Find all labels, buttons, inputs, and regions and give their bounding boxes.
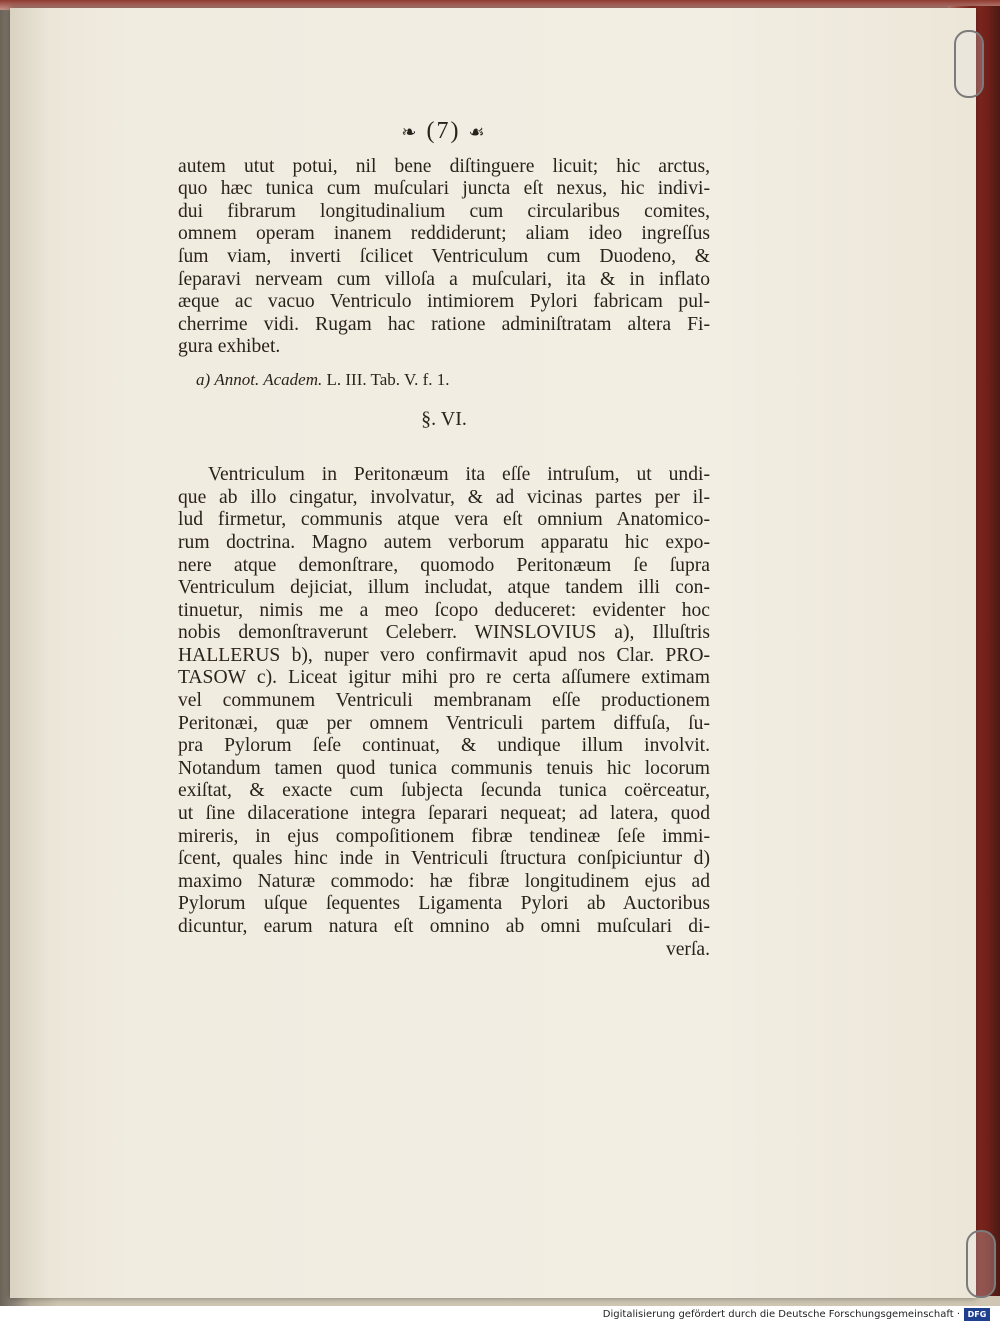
text-line: exiſtat, & exacte cum ſubjecta ſecunda tunica coërceatur, [178,780,710,802]
text-line: rum doctrina. Magno autem verborum apparatu hic expo- [178,531,710,553]
text-line: tinuetur, nimis me a meo ſcopo deduceret: evidenter hoc [178,599,710,621]
footnote-source: Annot. Academ. [214,369,323,389]
footnote-reference: L. III. Tab. V. f. 1. [326,369,450,389]
text-line: Pylorum uſque ſequentes Ligamenta Pylori ab Auctoribus [178,893,710,915]
text-line: Peritonæi, quæ per omnem Ventriculi partem diffuſa, ſu- [178,712,710,734]
text-line: Notandum tamen quod tunica communis tenuis hic locorum [178,757,710,779]
text-line: HALLERUS b), nuper vero confirmavit apud nos Clar. PRO- [178,644,710,666]
page-number: (7) [426,118,461,144]
footnote-mark: a) [196,369,211,389]
text-line: nere atque demonſtrare, quomodo Peritonæum ſe ſupra [178,554,710,576]
funding-notice: Digitalisierung gefördert durch die Deutsche Forschungsgemeinschaft · [602,1309,960,1320]
section-title: §. VI. [421,407,467,430]
text-line: autem utut potui, nil bene diſtinguere licuit; hic arctus, [178,155,710,177]
text-line: nobis demonſtraverunt Celeberr. WINSLOVIUS a), Illuſtris [178,622,710,644]
dfg-logo: DFG [964,1308,990,1321]
paragraph-1 [178,156,710,359]
text-line: ſum viam, inverti ſcilicet Ventriculum cum Duodeno, & [178,245,710,267]
text-line: lud firmetur, communis atque vera eſt omnium Anatomico- [178,509,710,531]
text-line: Ventriculum dejiciat, illum includat, atque tandem illi con- [178,577,710,599]
text-line: quo hæc tunica cum muſculari juncta eſt nexus, hic indivi- [178,178,710,200]
footer-bar [0,1306,1000,1324]
paragraph-2 [178,464,710,961]
text-line: Ventriculum in Peritonæum ita eſſe intruſum, ut undi- [208,464,710,486]
ornament-left-icon: ❧ [401,122,419,142]
text-line: vel communem Ventriculi membranam eſſe productionem [178,690,710,712]
clasp-bottom [966,1230,996,1298]
text-line: dicuntur, earum natura eſt omnino ab omni muſculari di- [178,916,710,937]
text-line: æque ac vacuo Ventriculo intimiorem Pylori fabricam pul- [178,291,710,313]
text-line: maximo Naturæ commodo: hæ fibræ longitudinem ejus ad [178,870,710,892]
text-line: que ab illo cingatur, involvatur, & ad vicinas partes per il- [178,486,710,508]
text-line: mireris, in ejus compoſitionem fibræ tendineæ ſeſe immi- [178,825,710,847]
ornament-right-icon: ☙ [468,122,487,142]
text-line: omnem operam inanem reddiderunt; aliam ideo ingreſſus [178,223,710,245]
clasp-top [954,30,984,98]
catchword: verſa. [665,938,710,960]
text-line: cherrime vidi. Rugam hac ratione adminiſtratam altera Fi- [178,313,710,335]
text-line: ſcent, quales hinc inde in Ventriculi ſtructura conſpiciuntur d) [178,848,710,870]
text-line: dui fibrarum longitudinalium cum circularibus comites, [178,200,710,222]
text-line: gura exhibet. [178,336,281,358]
text-block [178,120,710,961]
text-line: ſeparavi nerveam cum villoſa a muſculari, ita & in inflato [178,268,710,290]
page-header [178,120,710,144]
text-line: ut ſine dilaceratione integra ſeparari nequeat; ad latera, quod [178,803,710,825]
book-page [10,8,976,1298]
text-line: TASOW c). Liceat igitur mihi pro re certa aſſumere extimam [178,667,710,689]
footnote [178,369,710,392]
text-line: pra Pylorum ſeſe continuat, & undique illum involvit. [178,735,710,757]
